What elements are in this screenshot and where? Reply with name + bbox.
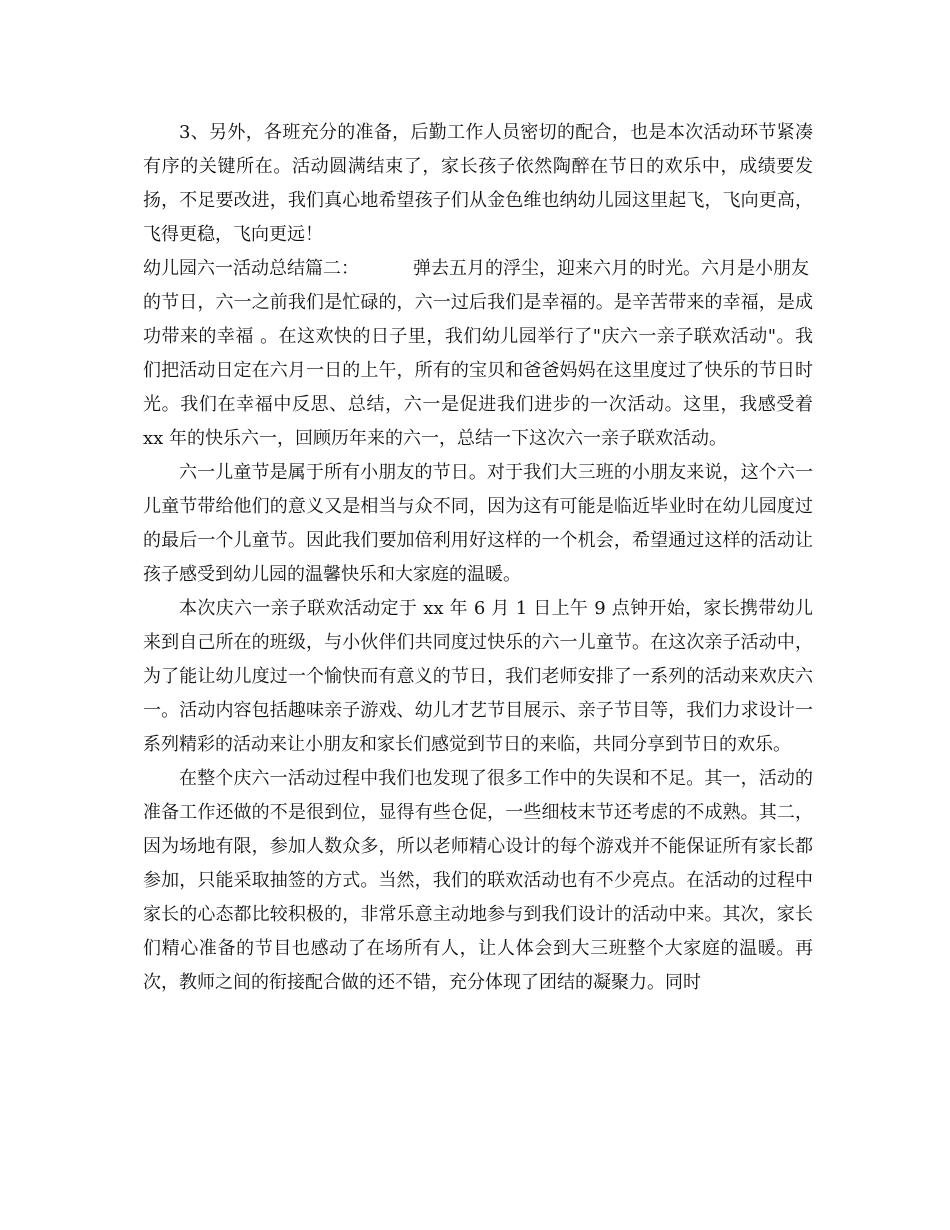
section-heading: 幼儿园六一活动总结篇二： xyxy=(143,258,359,279)
paragraph-5: 在整个庆六一活动过程中我们也发现了很多工作中的失误和不足。其一，活动的准备工作还做的不是很到位，显得有些仓促，一些细枝末节还考虑的不成熟。其二，因为场地有限，参加人数众多，所以老师精心设计的每个游戏并不能保证所有家长都参加，只能采取抽签的方式。当然，我们的联欢活动也有不少亮点。在活动的过程中家长的心态都比较积极的，非常乐意主动地参与到我们设计的活动中来。其次，家长们精心准备的节目也感动了在场所有人，让人体会到大三班整个大家庭的温暖。再次，教师之间的衔接配合做的还不错，充分体现了团结的凝聚力。同时 xyxy=(143,768,813,993)
paragraph-4: 本次庆六一亲子联欢活动定于 xx 年 6 月 1 日上午 9 点钟开始，家长携带幼儿来到自己所在的班级，与小伙伴们共同度过快乐的六一儿童节。在这次亲子活动中，为了能让幼儿度过一个愉快而有意义的节日，我们老师安排了一系列的活动来欢庆六一。活动内容包括趣味亲子游戏、幼儿才艺节目展示、亲子节目等，我们力求设计一系列精彩的活动来让小朋友和家长们感觉到节日的来临，共同分享到节日的欢乐。 xyxy=(143,598,813,755)
document-body xyxy=(143,116,813,1000)
section-heading-line xyxy=(143,252,813,286)
section-intro-first-line: 弹去五月的浮尘，迎来六月的时光。六月是小朋友 xyxy=(413,258,809,279)
paragraph-3: 六一儿童节是属于所有小朋友的节日。对于我们大三班的小朋友来说，这个六一儿童节带给他们的意义又是相当与众不同，因为这有可能是临近毕业时在幼儿园度过的最后一个儿童节。因此我们要加倍利用好这样的一个机会，希望通过这样的活动让孩子感受到幼儿园的温馨快乐和大家庭的温暖。 xyxy=(143,462,813,585)
paragraph-1: 3、另外，各班充分的准备，后勤工作人员密切的配合，也是本次活动环节紧凑有序的关键所在。活动圆满结束了，家长孩子依然陶醉在节日的欢乐中，成绩要发扬，不足要改进，我们真心地希望孩子们从金色维也纳幼儿园这里起飞，飞向更高，飞得更稳，飞向更远！ xyxy=(143,122,813,245)
paragraph-2-continuation: 的节日，六一之前我们是忙碌的，六一过后我们是幸福的。是辛苦带来的幸福，是成功带来的幸福 。在这欢快的日子里，我们幼儿园举行了"庆六一亲子联欢活动"。我们把活动日定在六月一日的上午，所有的宝贝和爸爸妈妈在这里度过了快乐的节日时光。我们在幸福中反思、总结，六一是促进我们进步的一次活动。这里，我感受着 xx 年的快乐六一，回顾历年来的六一，总结一下这次六一亲子联欢活动。 xyxy=(143,292,813,449)
